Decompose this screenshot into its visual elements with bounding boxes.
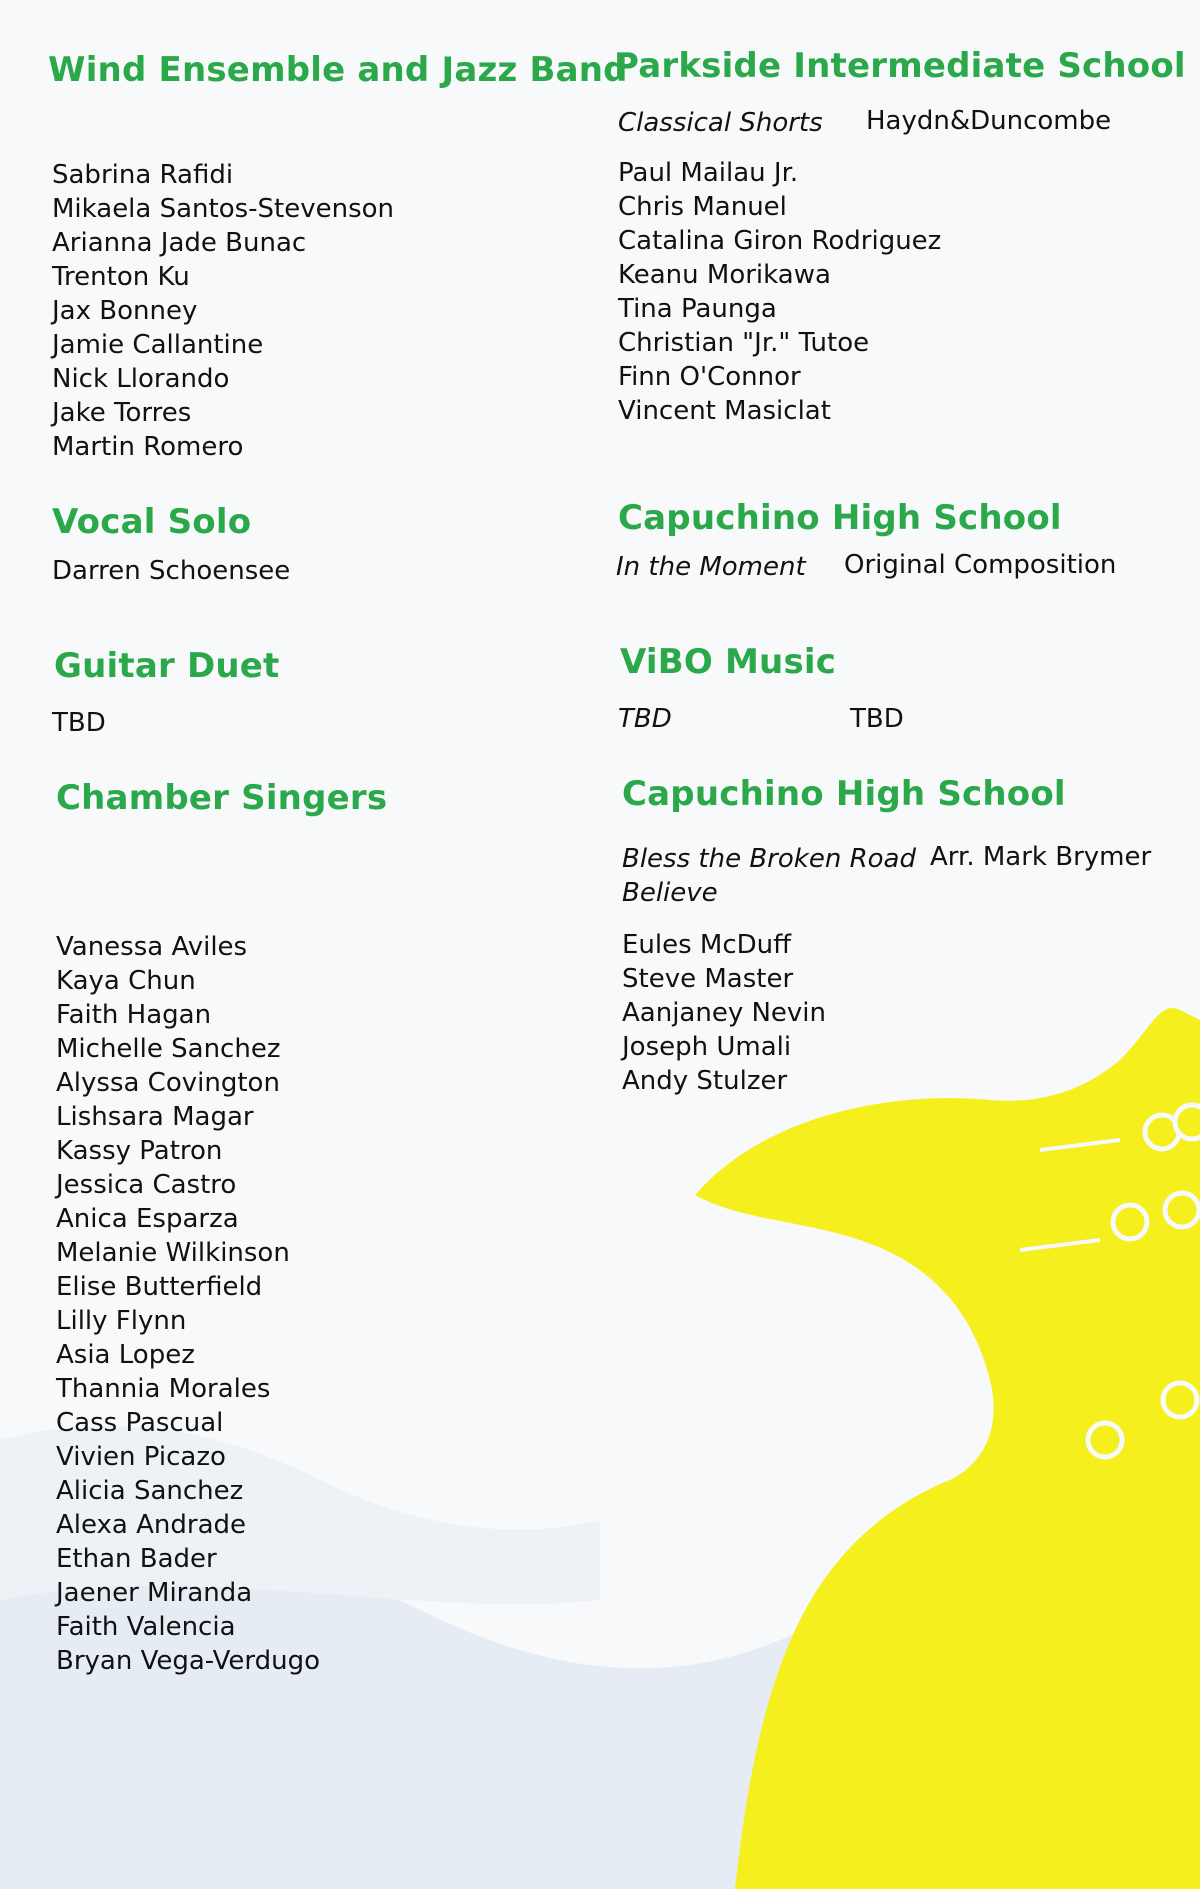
member-name: Jessica Castro: [56, 1170, 237, 1200]
member-name: Alicia Sanchez: [56, 1476, 244, 1506]
member-name: Elise Butterfield: [56, 1272, 263, 1302]
member-name: Chris Manuel: [618, 192, 787, 222]
member-name: Lilly Flynn: [56, 1306, 187, 1336]
member-name: Jax Bonney: [52, 296, 198, 326]
parkside-heading: Parkside Intermediate School: [614, 46, 1186, 86]
member-name: Melanie Wilkinson: [56, 1238, 290, 1268]
wind-ensemble-heading: Wind Ensemble and Jazz Band: [48, 50, 628, 90]
capuchino-arranger: Arr. Mark Brymer: [930, 842, 1152, 872]
capuchino-piece-2: Believe: [622, 878, 718, 908]
member-name: Finn O'Connor: [618, 362, 801, 392]
capuchino-piece-1: Bless the Broken Road: [622, 844, 916, 874]
member-name: Joseph Umali: [622, 1032, 792, 1062]
vibo-music-heading: ViBO Music: [620, 642, 837, 682]
member-name: Vivien Picazo: [56, 1442, 226, 1472]
member-name: Bryan Vega-Verdugo: [56, 1646, 321, 1676]
member-name: Thannia Morales: [56, 1374, 271, 1404]
saxophone-body: [695, 1008, 1200, 1889]
member-name: Alexa Andrade: [56, 1510, 247, 1540]
member-name: Faith Hagan: [56, 1000, 212, 1030]
member-name: Jake Torres: [52, 398, 192, 428]
member-name: Faith Valencia: [56, 1612, 236, 1642]
member-name: Arianna Jade Bunac: [52, 228, 307, 258]
member-name: Jaener Miranda: [56, 1578, 253, 1608]
capuchino-heading-2: Capuchino High School: [622, 774, 1066, 814]
vocal-solo-heading: Vocal Solo: [52, 502, 252, 542]
sax-key: [1088, 1423, 1122, 1457]
member-name: Vincent Masiclat: [618, 396, 831, 426]
member-name: Michelle Sanchez: [56, 1034, 281, 1064]
member-name: Kaya Chun: [56, 966, 196, 996]
capuchino-composer: Original Composition: [844, 550, 1117, 580]
member-name: Mikaela Santos-Stevenson: [52, 194, 395, 224]
member-name: Nick Llorando: [52, 364, 230, 394]
sax-key: [1165, 1193, 1199, 1227]
sax-key: [1163, 1383, 1197, 1417]
member-name: Anica Esparza: [56, 1204, 239, 1234]
vocal-solo-performer: Darren Schoensee: [52, 556, 291, 586]
member-name: Steve Master: [622, 964, 794, 994]
chamber-singers-heading: Chamber Singers: [56, 778, 388, 818]
member-name: Christian "Jr." Tutoe: [618, 328, 870, 358]
member-name: Trenton Ku: [52, 262, 190, 292]
sax-key: [1175, 1105, 1200, 1139]
capuchino-piece: In the Moment: [616, 552, 806, 582]
sax-key: [1113, 1205, 1147, 1239]
member-name: Sabrina Rafidi: [52, 160, 234, 190]
parkside-composer: Haydn&Duncombe: [866, 106, 1112, 136]
member-name: Ethan Bader: [56, 1544, 217, 1574]
vibo-piece: TBD: [618, 704, 672, 734]
member-name: Cass Pascual: [56, 1408, 224, 1438]
member-name: Aanjaney Nevin: [622, 998, 827, 1028]
guitar-duet-performer: TBD: [52, 708, 106, 738]
member-name: Martin Romero: [52, 432, 244, 462]
member-name: Lishsara Magar: [56, 1102, 254, 1132]
member-name: Vanessa Aviles: [56, 932, 248, 962]
member-name: Paul Mailau Jr.: [618, 158, 799, 188]
member-name: Catalina Giron Rodriguez: [618, 226, 942, 256]
member-name: Kassy Patron: [56, 1136, 223, 1166]
member-name: Eules McDuff: [622, 930, 792, 960]
member-name: Jamie Callantine: [52, 330, 264, 360]
member-name: Andy Stulzer: [622, 1066, 788, 1096]
vibo-composer: TBD: [850, 704, 904, 734]
parkside-piece: Classical Shorts: [618, 108, 823, 138]
guitar-duet-heading: Guitar Duet: [54, 646, 280, 686]
member-name: Tina Paunga: [618, 294, 777, 324]
member-name: Asia Lopez: [56, 1340, 195, 1370]
member-name: Keanu Morikawa: [618, 260, 831, 290]
capuchino-heading: Capuchino High School: [618, 498, 1062, 538]
member-name: Alyssa Covington: [56, 1068, 280, 1098]
